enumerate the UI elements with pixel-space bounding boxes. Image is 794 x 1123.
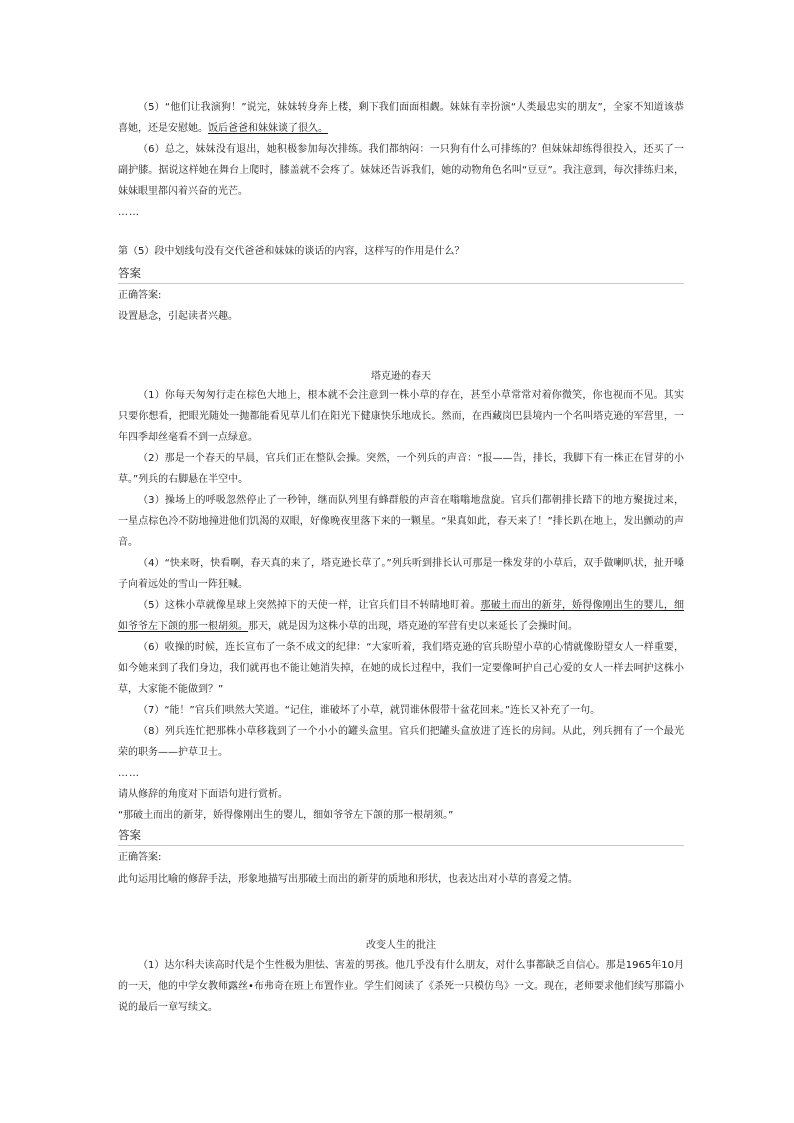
section2-passage [118, 385, 684, 826]
question-2: 请从修辞的角度对下面语句进行赏析。 [118, 789, 288, 800]
answer-text-2: 此句运用比喻的修辞手法，形象地描写出那破土而出的新芽的质地和形状，也表达出对小草的喜爱之情。 [118, 874, 578, 885]
paragraph-1: （1）达尔科夫读高时代是个生性极为胆怯、害羞的男孩。他几乎没有什么朋友，对什么事都缺乏自信心。那是1965年10月的一天，他的中学女教师露丝•布弗奇在班上布置作业。学生们阅读了《杀死一只模仿鸟》一文。现在，老师要求他们续写那篇小说的最后一章写续文。 [118, 960, 684, 1013]
ellipsis: …… [118, 768, 140, 779]
paragraph-7: （7）“能！”官兵们哄然大笑道。“记住，谁破坏了小草，就罚谁休假带十盆花回来。”连长又补充了一句。 [138, 705, 601, 716]
paragraph-5-text: （5）这株小草就像星球上突然掉下的天使一样，让官兵们目不转睛地盯着。 [138, 600, 481, 611]
answer-label-1: 答案 [118, 264, 684, 284]
section1-passage [118, 97, 684, 223]
passage-title-2: 塔克逊的春天 [371, 371, 431, 382]
paragraph-1: （1）你每天匆匆行走在棕色大地上，根本就不会注意到一株小草的存在，甚至小草常常对着你微笑，你也视而不见。其实只要你想看，把眼光随处一抛都能看见草儿们在阳光下健康快乐地成长。然而，在西藏岗巴县境内一个名叫塔克逊的军营里，一年四季却丝毫看不到一点绿意。 [118, 390, 684, 443]
paragraph-4: （4）“快来呀，快看啊，春天真的来了，塔克逊长草了。”列兵听到排长认可那是一株发芽的小草后，双手做喇叭状，扯开嗓子向着远处的雪山一阵狂喊。 [118, 558, 684, 590]
correct-answer-label-2: 正确答案: [118, 852, 162, 863]
underlined-sentence: 饭后爸爸和妹妹谈了很久。 [208, 123, 328, 134]
paragraph-5 [118, 595, 684, 637]
paragraph-5-rest: 那天，就是因为这株小草的出现，塔克逊的军营有史以来延长了会操时间。 [248, 621, 578, 632]
paragraph-3: （3）操场上的呼吸忽然停止了一秒钟，继而队列里有蜂群般的声音在嗡嗡地盘旋。官兵们都朝排长踏下的地方聚拢过来，一星点棕色冷不防地撞进他们饥渴的双眼，好像晚夜里落下来的一颗星。“果真如此，春天来了！”排长趴在地上，发出颤动的声音。 [118, 495, 684, 548]
correct-answer-label-1: 正确答案: [118, 290, 162, 301]
passage-title-3: 改变人生的批注 [366, 940, 436, 951]
paragraph-6: （6）收操的时候，连长宣布了一条不成文的纪律：“大家听着，我们塔克逊的官兵盼望小草的心情就像盼望女人一样重要，如今她来到了我们身边，我们就再也不能让她消失掉，在她的成长过程中，我们一定要像呵护自己心爱的女人一样去呵护这株小草，大家能不能做到？” [118, 642, 684, 695]
paragraph-6: （6）总之，妹妹没有退出，她积极参加每次排练。我们都纳闷：一只狗有什么可排练的？但妹妹却练得很投入，还买了一副护膝。据说这样她在舞台上爬时，膝盖就不会疼了。妹妹还告诉我们，她的动物角色名叫“豆豆”。我注意到，每次排练归来，妹妹眼里都闪着兴奋的光芒。 [118, 144, 684, 197]
answer-text-1: 设置悬念，引起读者兴趣。 [118, 311, 238, 322]
section3-passage [118, 955, 684, 1018]
underlined-sentence: 那破土而出的新芽，娇得像刚出生的婴儿，细如爷爷左下颌的那一根胡须。 [118, 600, 684, 632]
question-1: 第（5）段中划线句没有交代爸爸和妹妹的谈话的内容，这样写的作用是什么？ [118, 246, 465, 257]
answer-label-2: 答案 [118, 826, 684, 846]
question-2-quote: “那破土而出的新芽，娇得像刚出生的婴儿，细如爷爷左下颌的那一根胡须。” [118, 810, 454, 821]
paragraph-5 [118, 97, 684, 139]
paragraph-5-text: （5）“他们让我演狗！”说完，妹妹转身奔上楼，剩下我们面面相觑。妹妹有幸扮演“人类最忠实的朋友”，全家不知道该恭喜她，还是安慰她。 [118, 102, 684, 134]
paragraph-8: （8）列兵连忙把那株小草移栽到了一个小小的罐头盒里。官兵们把罐头盒放进了连长的房间。从此，列兵拥有了一个最光荣的职务——护草卫士。 [118, 726, 684, 758]
paragraph-2: （2）那是一个春天的早晨，官兵们正在整队会操。突然，一个列兵的声音：“报——告，排长，我脚下有一株正在冒芽的小草。”列兵的右脚悬在半空中。 [118, 453, 684, 485]
ellipsis: …… [118, 207, 140, 218]
